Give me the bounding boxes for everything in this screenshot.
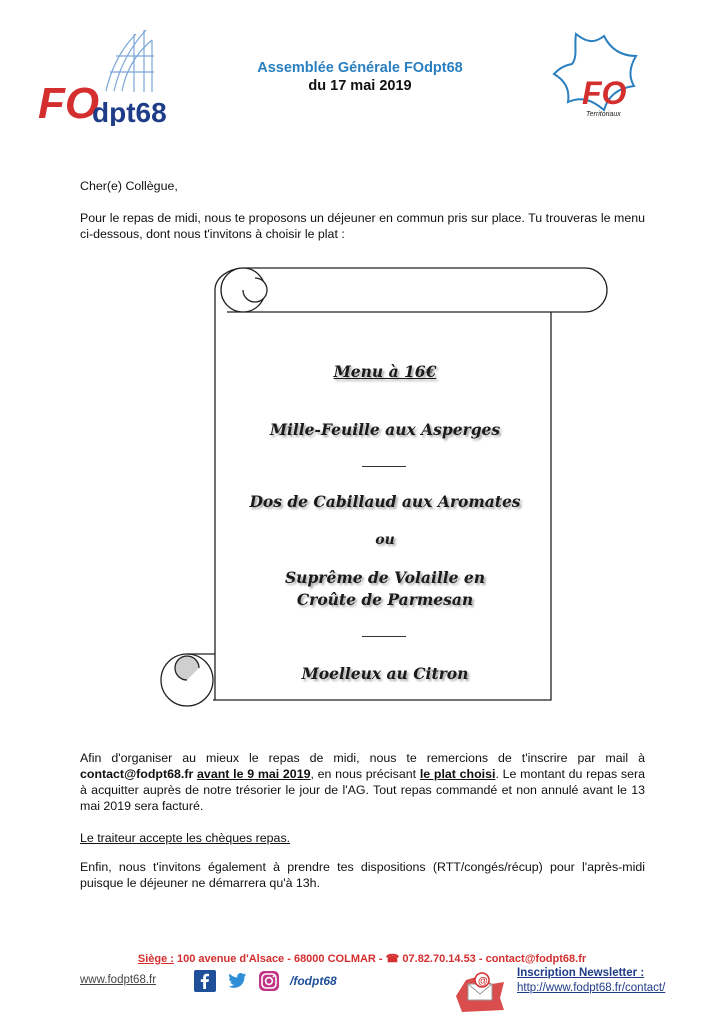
social-links [194, 968, 337, 994]
menu-dessert: Moelleux au Citron [301, 664, 469, 683]
menu-separator-1 [362, 466, 406, 467]
menu-scroll [155, 262, 615, 712]
deadline: avant le 9 mai 2019 [197, 767, 311, 781]
fodpt68-logo [36, 26, 186, 126]
greeting: Cher(e) Collègue, [80, 179, 178, 193]
contact-email[interactable]: contact@fodpt68.fr [80, 767, 194, 781]
registration-text-3: . Le montant du repas sera à acquitter auprès de notre trésorier le jour de l'AG. Tout repas commandé et non annulé avant le 13 mai 2019 sera facturé. [80, 767, 646, 813]
closing-paragraph: Enfin, nous t'invitons également à prendre tes dispositions (RTT/congés/récup) pour l'après-midi puisque le déjeuner ne démarrera qu'à 13h. [80, 860, 645, 890]
facebook-icon[interactable] [194, 970, 216, 992]
registration-text-2: , en nous précisant [310, 767, 417, 781]
newsletter-icon[interactable] [452, 966, 508, 1014]
menu-title: Menu à 16€ [333, 362, 437, 381]
menu-main-1: Dos de Cabillaud aux Aromates [249, 492, 521, 511]
website-link[interactable]: www.fodpt68.fr [80, 974, 157, 986]
title-line-2: du 17 mai 2019 [308, 78, 412, 94]
footer-address [0, 952, 724, 965]
logo-dpt-text: dpt68 [92, 97, 167, 126]
registration-paragraph [80, 750, 645, 814]
social-handle[interactable]: /fodpt68 [290, 974, 337, 988]
intro-paragraph: Pour le repas de midi, nous te proposons un déjeuner en commun pris sur place. Tu trouveras le menu ci-dessous, dont nous t'invitons à choisir le plat : [80, 211, 645, 241]
newsletter-title: Inscription Newsletter : [517, 967, 645, 979]
logo-fo-text: FO [38, 79, 100, 126]
document-title [200, 60, 520, 94]
registration-text-1: Afin d'organiser au mieux le repas de midi, nous te remercions de t'inscrire par mail à [80, 751, 645, 765]
fo-territoriaux-logo [548, 26, 648, 126]
menu-starter: Mille-Feuille aux Asperges [269, 420, 501, 439]
twitter-icon[interactable] [226, 970, 248, 992]
menu-main-2: Suprême de Volaille en Croûte de Parmesan [284, 568, 485, 609]
menu-separator-2 [362, 636, 406, 637]
instagram-icon[interactable] [258, 970, 280, 992]
logo-right-fo: FO [582, 75, 627, 111]
newsletter-link[interactable]: http://www.fodpt68.fr/contact/ [517, 982, 666, 994]
menu-or: ou [375, 532, 395, 548]
title-line-1: Assemblée Générale FOdpt68 [257, 60, 463, 76]
choice-emphasis: le plat choisi [419, 767, 496, 781]
logo-right-sub: Territoriaux [586, 111, 621, 118]
siege-label: Siège : [137, 953, 174, 965]
svg-text:@: @ [478, 976, 488, 987]
cheques-note: Le traiteur accepte les chèques repas. [80, 831, 291, 845]
address-text: 100 avenue d'Alsace - 68000 COLMAR - ☎ 07.82.70.14.53 - contact@fodpt68.fr [173, 953, 587, 965]
